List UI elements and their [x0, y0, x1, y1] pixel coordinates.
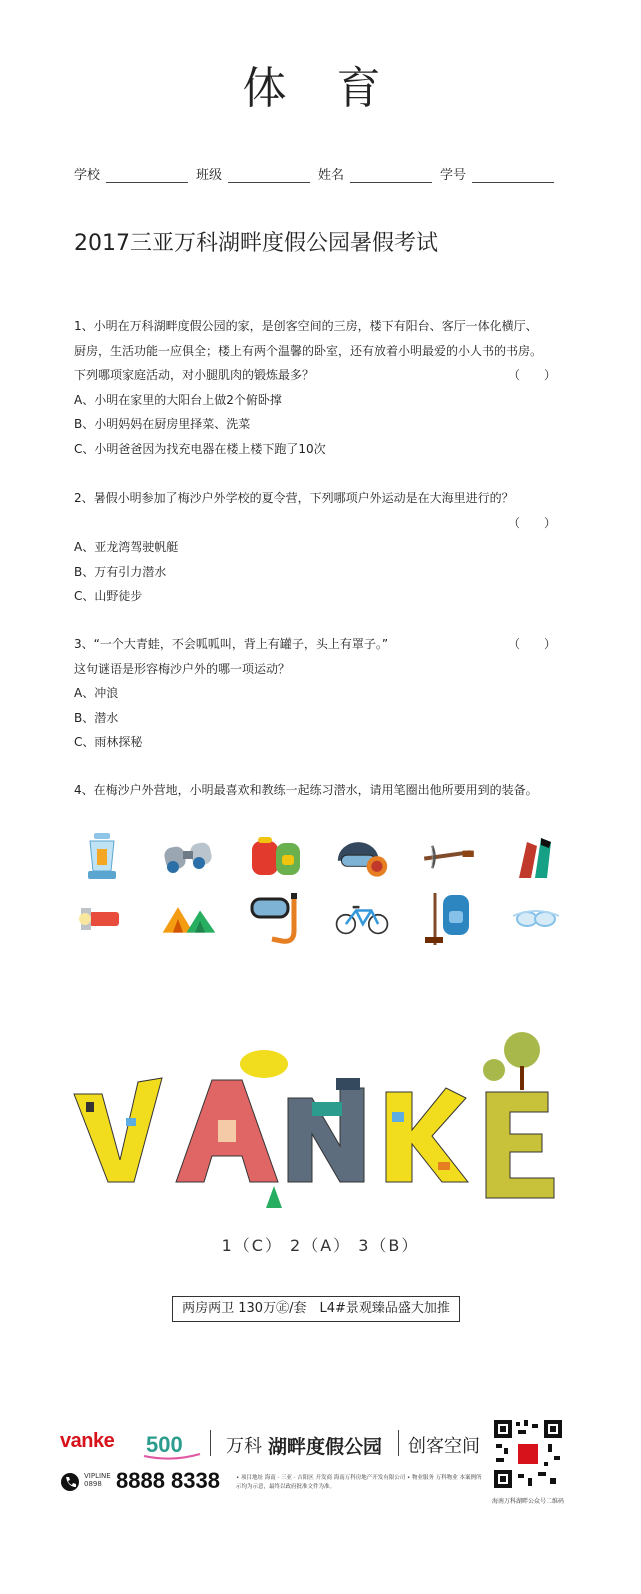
flippers-icon[interactable]	[508, 829, 564, 885]
vanke-letter-e	[483, 1032, 554, 1198]
option-a: A、冲浪	[74, 686, 119, 700]
svg-text:500: 500	[146, 1432, 183, 1457]
option-c: C、雨林探秘	[74, 735, 143, 749]
flashlight-icon[interactable]	[74, 891, 130, 947]
vanke-letter-v	[74, 1078, 162, 1182]
name-blank[interactable]	[350, 168, 432, 183]
student-id-blank[interactable]	[472, 168, 554, 183]
question-4	[74, 778, 564, 803]
lantern-icon[interactable]	[74, 829, 130, 885]
tents-icon[interactable]	[161, 891, 217, 947]
question-line	[74, 511, 564, 536]
question-text: 3、“一个大青蛙，不会呱呱叫，背上有罐子，头上有罩子。”	[74, 637, 389, 651]
school-label: 学校	[74, 168, 101, 183]
option-c: C、山野徒步	[74, 589, 143, 603]
option-b: B、万有引力潜水	[74, 564, 167, 579]
answer-parentheses[interactable]: （ ）	[507, 515, 556, 530]
option-a: A、小明在家里的大阳台上做2个俯卧撑	[74, 392, 282, 407]
vanke-letter-a	[176, 1050, 288, 1208]
option-b: B、潜水	[74, 710, 119, 725]
backpacks-icon[interactable]	[248, 829, 304, 885]
footer-divider	[210, 1430, 211, 1456]
vanke-letters-illustration	[66, 1022, 576, 1212]
500-global-logo	[142, 1428, 202, 1460]
student-id-label: 学号	[440, 168, 467, 183]
question-3	[74, 632, 564, 755]
helmet-goggles-icon[interactable]	[334, 829, 390, 885]
question-line	[74, 632, 564, 657]
vipline-label: VIPLINE 0898	[84, 1472, 111, 1488]
answer-key: 1（C） 2（A） 3（B）	[221, 1236, 420, 1255]
question-line: 厨房，生活功能一应俱全；楼上有两个温馨的卧室，还有放着小明最爱的小人书的书房。	[74, 343, 543, 358]
qr-code-icon[interactable]	[492, 1418, 564, 1490]
fine-print: • 项目地址 海南 · 三亚 · 吉阳区 开发商 海南万科房地产开发有限公司 • 物业服务 万科物业 本案例所示均为示意，最终以政府批准文件为准。	[236, 1475, 482, 1490]
vanke-cn-name: 万科	[226, 1436, 262, 1457]
park-name: 湖畔度假公园	[268, 1436, 383, 1458]
answer-parentheses[interactable]: （ ）	[507, 368, 556, 382]
qr-code-label: 海南万科湖畔公众号二维码	[491, 1498, 564, 1505]
crossbow-icon[interactable]	[421, 829, 477, 885]
answer-parentheses[interactable]: （ ）	[507, 637, 556, 651]
option-a: A、亚龙湾驾驶帆艇	[74, 540, 179, 554]
question-line: 2、暑假小明参加了梅沙户外学校的夏令营，下列哪项户外运动是在大海里进行的？	[74, 491, 514, 505]
vanke-letter-n	[288, 1078, 364, 1182]
page-title: 体 育	[242, 63, 399, 114]
footer-divider	[398, 1430, 399, 1456]
option-c: C、小明爸爸因为找充电器在楼上楼下跑了10次	[74, 441, 326, 456]
name-label: 姓名	[318, 168, 345, 183]
school-blank[interactable]	[106, 168, 188, 183]
phone-number[interactable]: 8888 8338	[116, 1468, 220, 1493]
maker-space-logo: 创客空间	[408, 1436, 480, 1457]
phone-icon	[60, 1472, 80, 1492]
question-line: 这句谜语是形容梅沙户外的哪一项运动？	[74, 661, 291, 676]
question-1	[74, 314, 564, 461]
vanke-letter-k	[386, 1088, 468, 1182]
option-b: B、小明妈妈在厨房里择菜、洗菜	[74, 417, 251, 431]
bicycle-icon[interactable]	[334, 891, 390, 947]
question-2	[74, 486, 564, 609]
vanke-logo: vanke	[60, 1430, 115, 1452]
swim-goggles-icon[interactable]	[508, 891, 564, 947]
exam-heading: 2017三亚万科湖畔度假公园暑假考试	[74, 231, 438, 256]
class-label: 班级	[196, 168, 223, 183]
trekking-backpack-icon[interactable]	[421, 891, 477, 947]
question-line: 1、小明在万科湖畔度假公园的家，是创客空间的三房，楼下有阳台、客厅一体化横厅、	[74, 319, 538, 333]
binoculars-icon[interactable]	[161, 829, 217, 885]
question-text: 下列哪项家庭活动，对小腿肌肉的锻炼最多？	[74, 368, 315, 382]
question-line: 4、在梅沙户外营地，小明最喜欢和教练一起练习潜水，请用笔圈出他所要用到的装备。	[74, 783, 538, 797]
class-blank[interactable]	[228, 168, 310, 183]
promo-box: 两房两卫 130万㊣/套 L4#景观臻品盛大加推	[172, 1296, 460, 1322]
equipment-grid	[74, 826, 564, 950]
student-info-row	[74, 164, 564, 183]
snorkel-mask-icon[interactable]	[248, 891, 304, 947]
question-line	[74, 363, 564, 388]
